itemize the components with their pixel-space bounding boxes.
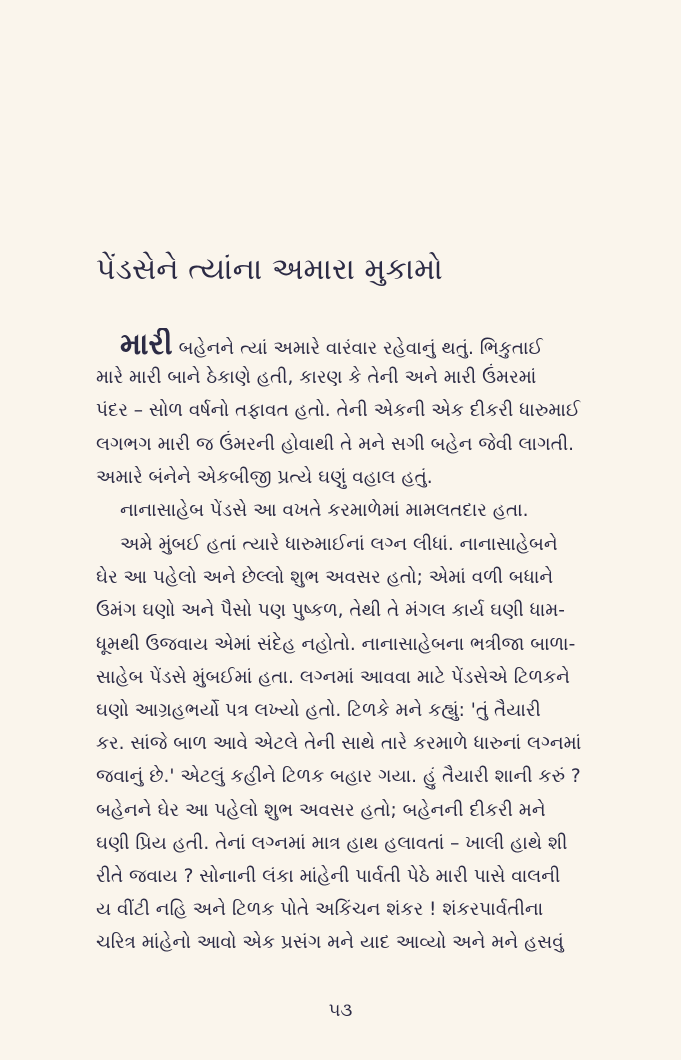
text-line: અમારે બંનેને એકબીજી પ્રત્યે ઘણું વહાલ હતું. bbox=[96, 466, 433, 488]
text-line: સાહેબ પેંડસે મુંબઈમાં હતા. લગ્નમાં આવવા માટે પેંડસેએ ટિળકને bbox=[96, 666, 570, 688]
dropcap: મારી bbox=[120, 328, 173, 362]
text-line: ઉમંગ ઘણો અને પૈસો પણ પુષ્કળ, તેથી તે મંગલ કાર્ય ઘણી ધામ- bbox=[96, 600, 565, 622]
text-line: ચરિત્ર માંહેનો આવો એક પ્રસંગ મને યાદ આવ્યો અને મને હસવું bbox=[96, 932, 564, 954]
text-line: અમે મુંબઈ હતાં ત્યારે ધારુમાઈનાં લગ્ન લીધાં. નાનાસાહેબને bbox=[120, 534, 558, 555]
paragraph-2 bbox=[96, 494, 616, 527]
chapter-title: પેંડસેને ત્યાંના અમારા મુકામો bbox=[96, 252, 443, 287]
text-line: ઘેર આ પહેલો અને છેલ્લો શુભ અવસર હતો; એમાં વળી બધાને bbox=[96, 567, 554, 589]
page-number: ૫૩ bbox=[328, 1000, 353, 1021]
text-line: બહેનને ઘેર આ પહેલો શુભ અવસર હતો; બહેનની દીકરી મને bbox=[96, 799, 546, 821]
first-line-text: બહેનને ત્યાં અમારે વારંવાર રહેવાનું થતું. ભિકુતાઈ bbox=[178, 338, 543, 359]
text-line: મારે મારી બાને ઠેકાણે હતી, કારણ કે તેની અને મારી ઉંમરમાં bbox=[96, 367, 537, 389]
text-line: ય વીંટી નહિ અને ટિળક પોતે અકિંચન શંકર ! શંકરપાર્વતીના bbox=[96, 899, 544, 921]
text-line: પંદર – સોળ વર્ષનો તફાવત હતો. તેની એકની એક દીકરી ધારુમાઈ bbox=[96, 400, 581, 422]
text-line: ધૂમથી ઉજવાય એમાં સંદેહ નહોતો. નાનાસાહેબના ભત્રીજા બાળા- bbox=[96, 633, 576, 655]
text-line: નાનાસાહેબ પેંડસે આ વખતે કરમાળેમાં મામલતદાર હતા. bbox=[120, 500, 529, 521]
text-line: જવાનું છે.' એટલું કહીને ટિળક બહાર ગયા. હું તૈયારી શાની કરું ? bbox=[96, 766, 581, 788]
text-line: લગભગ મારી જ ઉંમરની હોવાથી તે મને સગી બહેન જેવી લાગતી. bbox=[96, 433, 575, 455]
paragraph-3 bbox=[96, 528, 616, 959]
paragraph-1 bbox=[96, 328, 616, 494]
text-line: કર. સાંજે બાળ આવે એટલે તેની સાથે તારે કરમાળે ધારુનાં લગ્નમાં bbox=[96, 733, 582, 755]
text-line: રીતે જવાય ? સોનાની લંકા માંહેની પાર્વતી પેઠે મારી પાસે વાલની bbox=[96, 865, 561, 887]
paragraph-1-line-1 bbox=[96, 328, 616, 361]
text-line: ઘણો આગ્રહભર્યો પત્ર લખ્યો હતો. ટિળકે મને કહ્યું: 'તું તૈયારી bbox=[96, 699, 541, 721]
text-line: ઘણી પ્રિય હતી. તેનાં લગ્નમાં માત્ર હાથ હલાવતાં – ખાલી હાથે શી bbox=[96, 832, 568, 854]
